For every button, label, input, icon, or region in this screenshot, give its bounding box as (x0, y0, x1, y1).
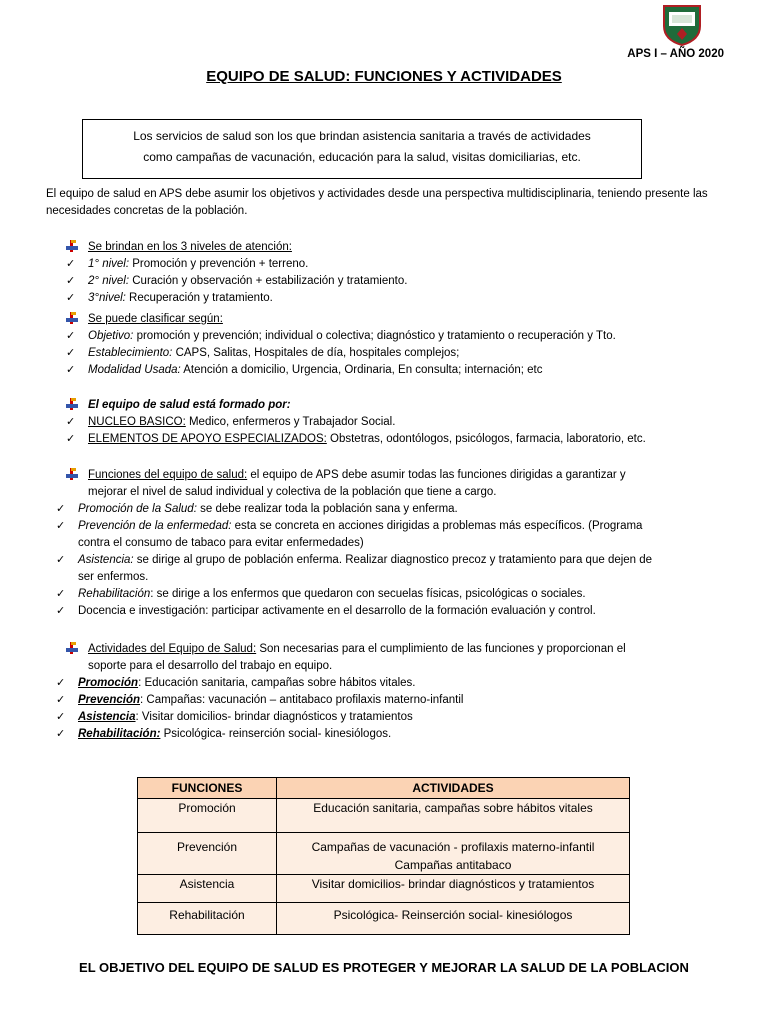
check-icon: ✓ (56, 520, 66, 532)
check-icon: ✓ (56, 503, 66, 515)
list-item: ✓ Prevención de la enfermedad: esta se concreta en acciones dirigidas a problemas más específicos. (Programa (66, 518, 736, 535)
funciones-actividades-table (137, 777, 630, 935)
section-heading: Funciones del equipo de salud: el equipo de APS debe asumir todas las funciones dirigidas a garantizar y (66, 467, 736, 484)
check-icon: ✓ (56, 677, 66, 689)
table-header-row (138, 778, 630, 799)
arrow-bullet-icon (66, 312, 78, 324)
niveles-heading: Se brindan en los 3 niveles de atención: (88, 241, 292, 253)
table-header-actividades: ACTIVIDADES (277, 778, 630, 799)
check-icon: ✓ (66, 416, 76, 428)
check-icon: ✓ (66, 330, 76, 342)
list-item: ✓ Docencia e investigación: participar activamente en el desarrollo de la formación evaluación y control. (66, 603, 736, 620)
section-niveles (66, 239, 736, 307)
formado-heading: El equipo de salud está formado por: (88, 399, 291, 411)
list-item: ✓ Modalidad Usada: Atención a domicilio, Urgencia, Ordinaria, En consulta; internación; etc (66, 362, 736, 379)
list-item: ✓ Rehabilitación: se dirige a los enfermos que quedaron con secuelas físicas, psicológicas o sociales. (66, 586, 736, 603)
check-icon: ✓ (56, 554, 66, 566)
arrow-bullet-icon (66, 642, 78, 654)
section-formado (66, 397, 736, 448)
section-actividades: Actividades del Equipo de Salud: Son necesarias para el cumplimiento de las funciones y proporcionan el soporte para el desarrollo del trabajo en equipo. ✓ Promoción: Educación sanitaria, campañas sobre hábitos vitales. ✓ Prevención: Campañas: vacunación – antitabaco profilaxis materno-infantil ✓ Asistencia: Visitar domicilios- brindar diagnósticos y tratamientos ✓ Rehabilitación: Psicológica- reinserción social- kinesiólogos. (66, 641, 736, 743)
list-item: ✓ Promoción de la Salud: se debe realizar toda la población sana y enferma. (66, 501, 736, 518)
check-icon: ✓ (56, 711, 66, 723)
list-item: ✓ Asistencia: Visitar domicilios- brindar diagnósticos y tratamientos (66, 709, 736, 726)
page-title: EQUIPO DE SALUD: FUNCIONES Y ACTIVIDADES (206, 68, 562, 85)
clasificar-heading: Se puede clasificar según: (88, 313, 223, 325)
intro-line-2: como campañas de vacunación, educación para la salud, visitas domiciliarias, etc. (143, 150, 581, 164)
list-item: ✓ 1° nivel: Promoción y prevención + terreno. (66, 256, 736, 273)
list-item: ✓ Promoción: Educación sanitaria, campañas sobre hábitos vitales. (66, 675, 736, 692)
check-icon: ✓ (56, 728, 66, 740)
list-item: ✓ 2° nivel: Curación y observación + estabilización y tratamiento. (66, 273, 736, 290)
school-crest-icon (660, 4, 704, 46)
check-icon: ✓ (56, 694, 66, 706)
table-row: Rehabilitación Psicológica- Reinserción social- kinesiólogos (138, 903, 630, 935)
table-row: Prevención Campañas de vacunación - profilaxis materno-infantil Campañas antitabaco (138, 833, 630, 875)
check-icon: ✓ (66, 258, 76, 270)
year-label: APS I – AÑO 2020 (627, 48, 724, 60)
section-heading (66, 397, 736, 414)
check-icon: ✓ (66, 275, 76, 287)
check-icon: ✓ (56, 588, 66, 600)
list-item: ✓ Establecimiento: CAPS, Salitas, Hospitales de día, hospitales complejos; (66, 345, 736, 362)
check-icon: ✓ (66, 364, 76, 376)
arrow-bullet-icon (66, 398, 78, 410)
section-heading (66, 239, 736, 256)
footer-statement: EL OBJETIVO DEL EQUIPO DE SALUD ES PROTEGER Y MEJORAR LA SALUD DE LA POBLACION (79, 960, 689, 975)
table-header-funciones: FUNCIONES (138, 778, 277, 799)
section-clasificar (66, 311, 736, 379)
list-item: ✓ 3°nivel: Recuperación y tratamiento. (66, 290, 736, 307)
intro-line-1: Los servicios de salud son los que brindan asistencia sanitaria a través de actividades (133, 129, 591, 143)
check-icon: ✓ (66, 433, 76, 445)
list-item: ✓ Prevención: Campañas: vacunación – antitabaco profilaxis materno-infantil (66, 692, 736, 709)
intro-box (82, 119, 642, 179)
table-row: Promoción Educación sanitaria, campañas sobre hábitos vitales (138, 799, 630, 833)
list-item: ✓ Objetivo: promoción y prevención; individual o colectiva; diagnóstico y tratamiento o recuperación y Tto. (66, 328, 736, 345)
section-heading (66, 311, 736, 328)
intro-paragraph: El equipo de salud en APS debe asumir los objetivos y actividades desde una perspectiva multidisciplinaria, teniendo presente las necesidades concretas de la población. (46, 188, 708, 217)
section-funciones: Funciones del equipo de salud: el equipo de APS debe asumir todas las funciones dirigidas a garantizar y mejorar el nivel de salud individual y colectiva de la población que tiene a cargo. ✓ Promoción de la Salud: se debe realizar toda la población sana y enferma. ✓ Prevención de la enfermedad: esta se concreta en acciones dirigidas a problemas más específicos. (Programa contra el consumo de tabaco para evitar enfermedades) ✓ Asistencia: se dirige al grupo de población enferma. Realizar diagnostico precoz y tratamiento para que dejen de ser enfermos. ✓ Rehabilitación: se dirige a los enfermos que quedaron con secuelas físicas, psicológicas o sociales. ✓ Docencia e investigación: participar activamente en el desarrollo de la formación evaluación y control. (66, 467, 736, 620)
check-icon: ✓ (66, 347, 76, 359)
arrow-bullet-icon (66, 468, 78, 480)
list-item: ✓ ELEMENTOS DE APOYO ESPECIALIZADOS: Obstetras, odontólogos, psicólogos, farmacia, laboratorio, etc. (66, 431, 736, 448)
table-row: Asistencia Visitar domicilios- brindar diagnósticos y tratamientos (138, 875, 630, 903)
list-item: ✓ NUCLEO BASICO: Medico, enfermeros y Trabajador Social. (66, 414, 736, 431)
check-icon: ✓ (66, 292, 76, 304)
arrow-bullet-icon (66, 240, 78, 252)
check-icon: ✓ (56, 605, 66, 617)
list-item: ✓ Rehabilitación: Psicológica- reinserción social- kinesiólogos. (66, 726, 736, 743)
list-item: ✓ Asistencia: se dirige al grupo de población enferma. Realizar diagnostico precoz y tratamiento para que dejen de (66, 552, 736, 569)
section-heading: Actividades del Equipo de Salud: Son necesarias para el cumplimiento de las funciones y proporcionan el (66, 641, 736, 658)
